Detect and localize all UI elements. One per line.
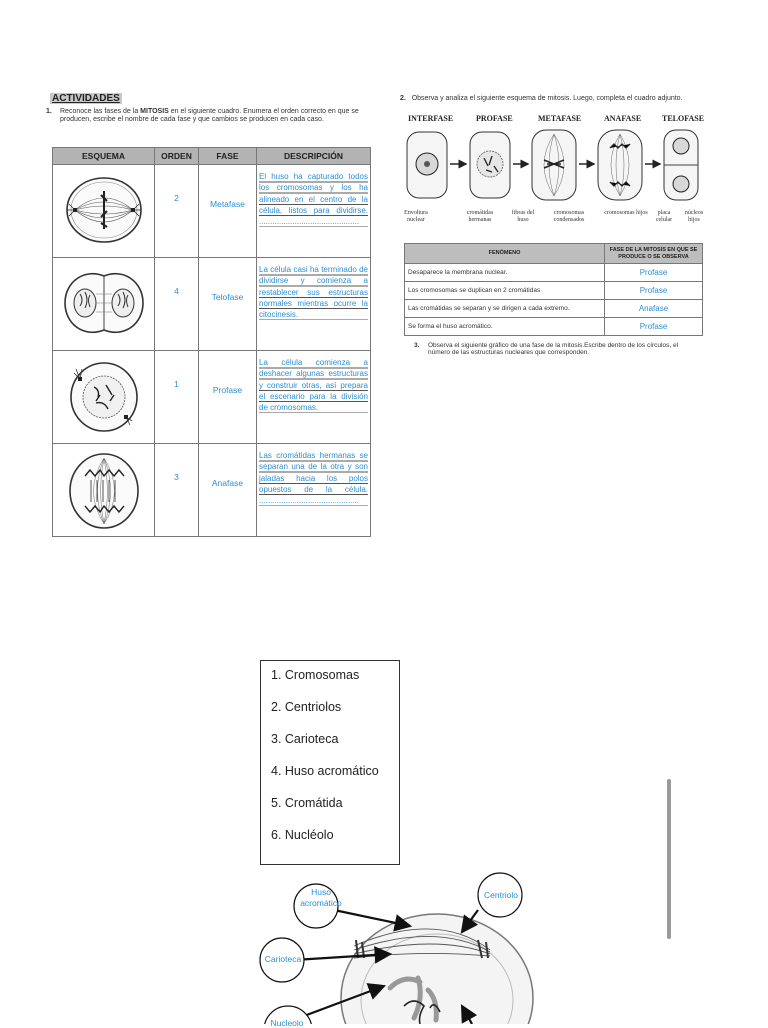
table-row <box>405 282 703 300</box>
order-cell <box>155 444 199 537</box>
order-value: 3 <box>174 472 179 482</box>
description-text: La célula comienza a deshacer algunas estructuras y construir otras, así prepara el escenario para la división de cromosomas. <box>257 351 370 413</box>
activity1-instruction: 1. Reconoce las fases de la MITOSIS en el siguiente cuadro. Enumera el orden correcto en que se producen, escribe el nombre de cada fase y que cambios se producen en cada caso. <box>46 108 359 123</box>
mitosis-stages-diagram <box>402 124 702 208</box>
scheme-cell <box>53 444 155 537</box>
order-value: 2 <box>174 193 179 203</box>
metaphase-scheme-image <box>61 171 147 249</box>
mitosis-phases-table <box>52 147 371 537</box>
scheme-cell <box>53 351 155 444</box>
header-fase: FASE <box>199 148 257 165</box>
vertical-scrollbar[interactable] <box>667 779 671 939</box>
description-text: Las cromátidas hermanas se separan una de la otra y son jaladas hacia los polos opuestos de la célula. ............................................. <box>257 444 370 506</box>
table-row <box>53 351 371 444</box>
header-orden: ORDEN <box>155 148 199 165</box>
label-cromosomas-condensados: cromosomas condensados <box>553 210 585 223</box>
legend-item: 3. Carioteca <box>271 732 339 746</box>
phenomenon-table <box>404 243 703 336</box>
activity1-number: 1. <box>46 108 52 115</box>
activity2-instruction: 2. Observa y analiza el siguiente esquema de mitosis. Luego, completa el cuadro adjunto. <box>400 95 683 102</box>
circle-label-carioteca: Carioteca <box>264 954 302 964</box>
order-cell <box>155 258 199 351</box>
order-value: 4 <box>174 286 179 296</box>
header-fase-mitosis: FASE DE LA MITOSIS EN QUE SE PRODUCE O SE OBSERVA <box>605 244 703 264</box>
order-value: 1 <box>174 379 179 389</box>
scheme-cell <box>53 165 155 258</box>
header-descripcion: DESCRIPCIÓN <box>257 148 371 165</box>
stage-label-profase: PROFASE <box>476 114 513 123</box>
table-row <box>53 258 371 351</box>
order-cell <box>155 351 199 444</box>
phase-cell <box>199 444 257 537</box>
circle-label-huso-acromatico: Huso acromático <box>300 887 342 908</box>
structures-legend <box>260 660 400 865</box>
table-row <box>53 444 371 537</box>
phase-answer-cell: Profase <box>605 318 703 336</box>
label-envoltura-nuclear: Envoltura nuclear <box>404 210 428 223</box>
phenomenon-cell: Desaparece la membrana nuclear. <box>405 264 605 282</box>
phase-answer-cell: Profase <box>605 264 703 282</box>
label-placa-celular: placa celular <box>655 210 673 223</box>
legend-item: 1. Cromosomas <box>271 668 360 682</box>
phase-cell <box>199 351 257 444</box>
table-row <box>405 300 703 318</box>
label-cromosomas-hijos: cromosomas hijos <box>604 210 648 216</box>
phase-value: Anafase <box>211 478 244 488</box>
header-fenomeno: FENÓMENO <box>405 244 605 264</box>
prophase-scheme-image <box>66 357 142 437</box>
phase-value: Metafase <box>210 199 245 209</box>
activities-heading: ACTIVIDADES <box>52 93 120 104</box>
legend-item: 6. Nucléolo <box>271 828 334 842</box>
description-cell <box>257 444 371 537</box>
description-cell <box>257 258 371 351</box>
stage-label-anafase: ANAFASE <box>604 114 642 123</box>
phase-value: Profase <box>212 385 243 395</box>
phenomenon-cell: Los cromosomas se duplican en 2 cromátidas <box>405 282 605 300</box>
stage-label-metafase: METAFASE <box>538 114 582 123</box>
order-cell <box>155 165 199 258</box>
phase-cell <box>199 165 257 258</box>
header-esquema: ESQUEMA <box>53 148 155 165</box>
legend-item: 5. Cromátida <box>271 796 343 810</box>
activity2-number: 2. <box>400 95 406 102</box>
phenomenon-cell: Las cromátidas se separan y se dirigen a cada extremo. <box>405 300 605 318</box>
phase-cell <box>199 258 257 351</box>
stage-label-telofase: TELOFASE <box>662 114 705 123</box>
phase-answer-cell: Anafase <box>605 300 703 318</box>
table-row <box>53 165 371 258</box>
activity3-number: 3. <box>414 342 420 349</box>
phase-value: Telofase <box>211 292 244 302</box>
label-fibras-huso: fibras del huso <box>511 210 535 223</box>
activity3-instruction: 3. Observa el siguiente gráfico de una fase de la mitosis.Escribe dentro de los círculos, el número de las estructuras nucleares que corresponden. <box>414 342 679 356</box>
description-text: La célula casi ha terminado de dividirse y comienza a restablecer sus estructuras normales mientras ocurre la citocinesis. <box>257 258 370 320</box>
description-cell <box>257 165 371 258</box>
circle-label-centriolo: Centriolo <box>483 890 519 900</box>
stage-label-interfase: INTERFASE <box>408 114 454 123</box>
description-text: El huso ha capturado todos los cromosomas y los ha alineado en el centro de la célula, listos para dividirse. ............................................. <box>257 165 370 227</box>
phase-answer-cell: Profase <box>605 282 703 300</box>
legend-item: 2. Centriolos <box>271 700 342 714</box>
legend-item: 4. Huso acromático <box>271 764 379 778</box>
phenomenon-cell: Se forma el huso acromático. <box>405 318 605 336</box>
description-cell <box>257 351 371 444</box>
table-row <box>405 318 703 336</box>
label-nucleos-hijos: núcleos hijos <box>684 210 704 223</box>
anaphase-scheme-image <box>63 450 145 532</box>
scheme-cell <box>53 258 155 351</box>
table-row <box>405 264 703 282</box>
circle-label-nucleolo: Nucleolo <box>270 1018 304 1028</box>
telophase-scheme-image <box>59 264 149 342</box>
label-cromatidas-hermanas: cromátidas hermanas <box>466 210 494 223</box>
